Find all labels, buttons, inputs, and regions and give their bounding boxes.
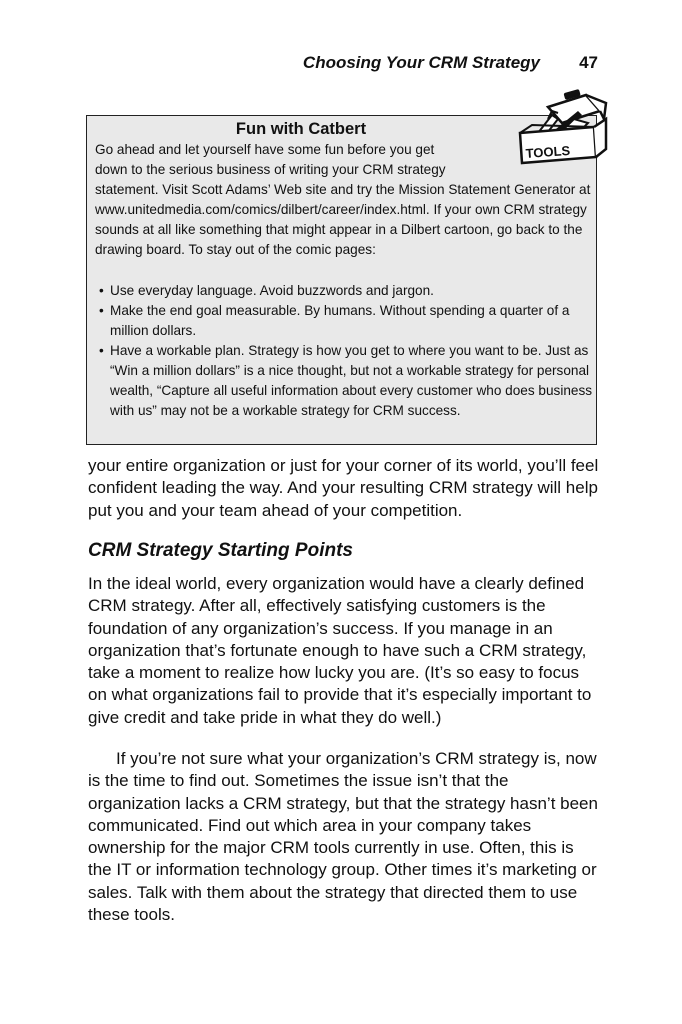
sidebar-intro-line: Go ahead and let yourself have some fun before you get [95,142,435,157]
sidebar-bullet: • Use everyday language. Avoid buzzwords and jargon. [95,281,595,301]
section-heading: CRM Strategy Starting Points [88,540,353,561]
sidebar-bullet: • Have a workable plan. Strategy is how you get to where you want to be. Just as “Win a million dollars” is a nice thought, but not a workable strategy for personal wealth, “Capture all useful information about every customer who does business with us” may not be a workable strategy for CRM success. [95,341,595,421]
sidebar-bullet: • Make the end goal measurable. By humans. Without spending a quarter of a million dollars. [95,301,595,341]
page-number: 47 [579,53,598,72]
paragraph: If you’re not sure what your organization’s CRM strategy is, now is the time to find out. Sometimes the issue isn’t that the organization lacks a CRM strategy, but that the strategy hasn’t been communicated. Find out which area in your company takes ownership for the major CRM tools currently in use. Often, this is the IT or information technology group. Other times it’s marketing or sales. Talk with them about the strategy that directed them to use these tools. [88,749,598,925]
paragraph: your entire organization or just for your corner of its world, you’ll feel confident leading the way. And your resulting CRM strategy will help put you and your team ahead of your competition. [88,456,599,520]
sidebar-bullet-list [95,281,595,421]
sidebar-intro-rest: statement. Visit Scott Adams’ Web site and try the Mission Statement Generator at www.unitedmedia.com/comics/dilbert/career/index.html. If your own CRM strategy sounds at all like something that might appear in a Dilbert cartoon, go back to the drawing board. To stay out of the comic pages: [95,182,591,257]
chapter-title: Choosing Your CRM Strategy [302,53,540,72]
sidebar-intro-line: down to the serious business of writing your CRM strategy [95,162,446,177]
paragraph: In the ideal world, every organization would have a clearly defined CRM strategy. After all, effectively satisfying customers is the foundation of any organization’s success. If you manage in an organization that’s fortunate enough to have such a CRM strategy, take a moment to realize how lucky you are. (It’s so easy to focus on what organizations fail to provide that it’s especially important to give credit and take pride in what they do well.) [88,574,592,727]
toolbox-label: TOOLS [525,142,571,161]
toolbox-icon [508,89,614,167]
sidebar-title: Fun with Catbert [235,120,367,138]
running-header [88,53,598,77]
